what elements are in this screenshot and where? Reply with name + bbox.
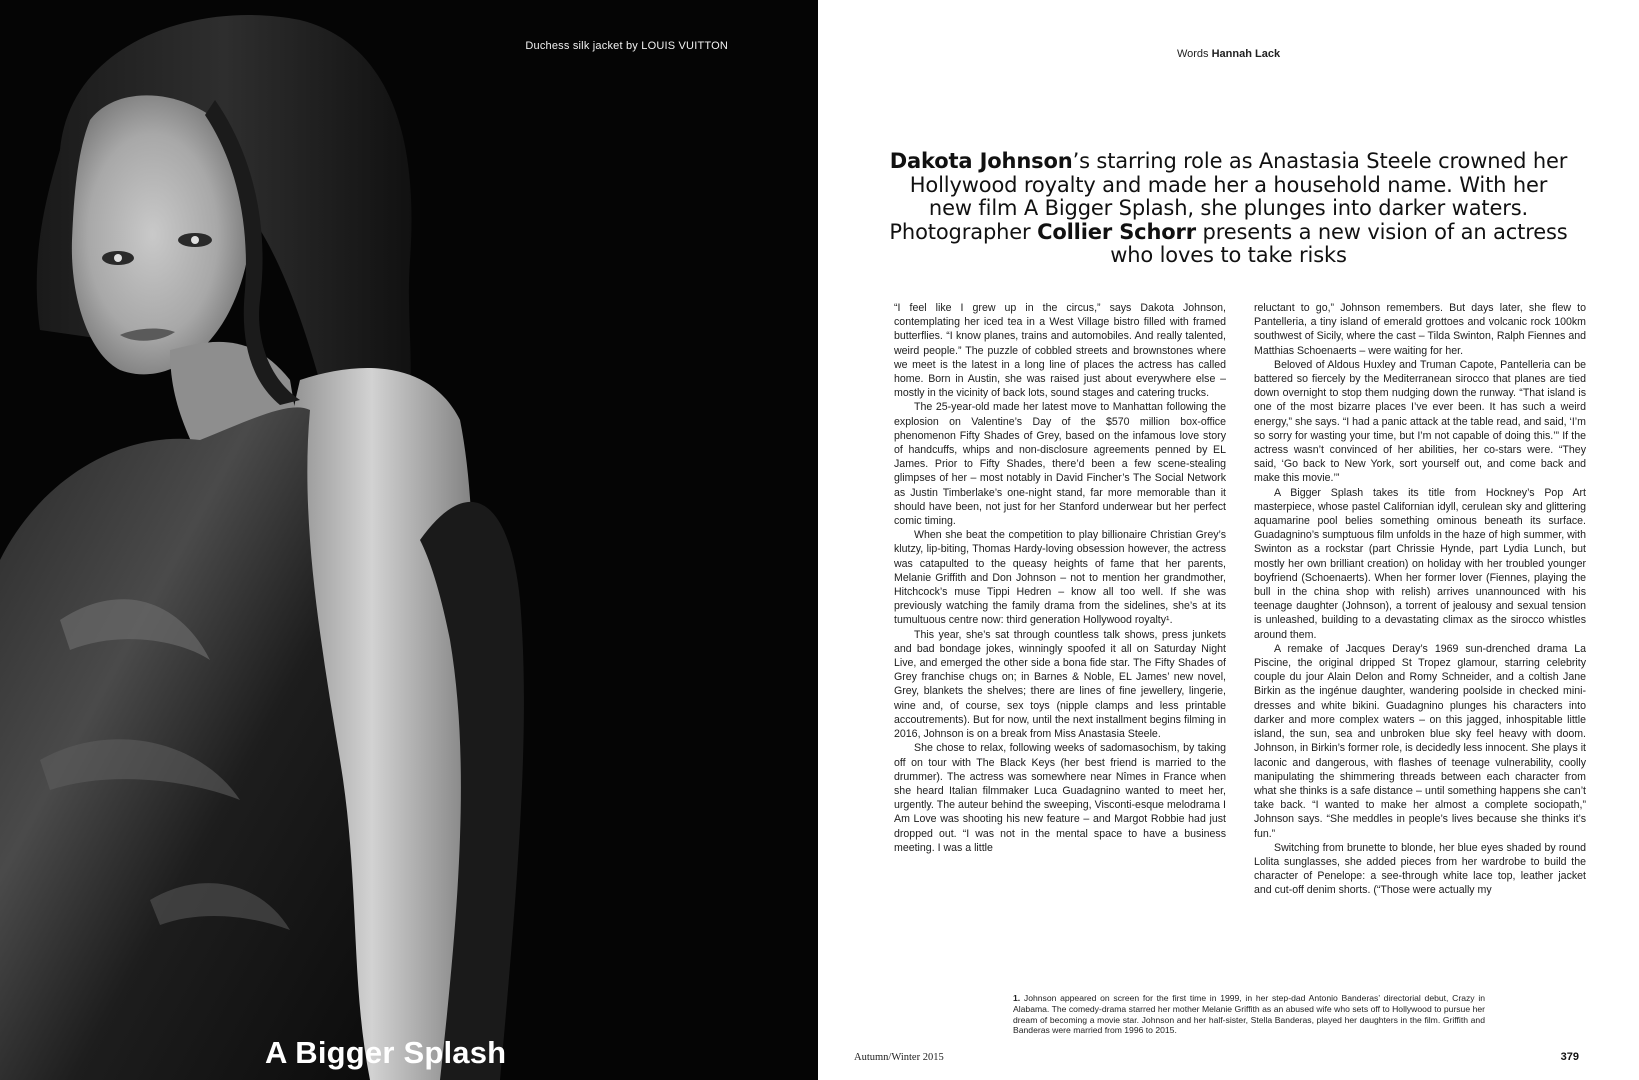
body-column-right [1254,301,1586,898]
portrait-photo [0,0,818,1080]
standfirst-name-2: Collier Schorr [1037,219,1196,244]
byline-author: Hannah Lack [1211,48,1281,60]
footnote-number: 1. [1013,993,1021,1003]
standfirst-text-2: presents a new vision of an actress who loves to take risks [1110,219,1568,267]
paragraph: “I feel like I grew up in the circus,” says Dakota Johnson, contemplating her iced tea in a West Village bistro filled with framed butterflies. “I know planes, trains and automobiles. And really talented, weird people.” The puzzle of cobbled streets and brownstones where we meet is the latest in a long line of places the actress has called home. Born in Austin, she was raised just about everywhere else – mostly in the vicinity of back lots, sound stages and catering trucks. [894,302,1226,400]
page-number: 379 [1560,1051,1579,1063]
issue-label: Autumn/Winter 2015 [854,1052,944,1063]
byline-label: Words [1176,48,1209,60]
paragraph: The 25-year-old made her latest move to Manhattan following the explosion on Valentine’s Day of the $570 million box-office phenomenon Fifty Shades of Grey, based on the infamous love story of handcuffs, whips and non-disclosure agreements penned by EL James. Prior to Fifty Shades, there’d been a few scene-stealing glimpses of her – most notably in David Fincher’s The Social Network as Justin Timberlake’s one-night stand, far more memorable than it should have been, not just for her Stanford underwear but her perfect comic timing. [894,401,1226,528]
paragraph: A remake of Jacques Deray’s 1969 sun-drenched drama La Piscine, the original dripped St Tropez glamour, starring celebrity couple du jour Alain Delon and Romy Schneider, and a coltish Jane Birkin as the ingénue daughter, wandering poolside in checked mini-dresses and white bikini. Guadagnino plunges his characters into darker and more complex waters – on this jagged, inhospitable little island, the sun, sea and unbroken blue sky feel heavy with doom. Johnson, in Birkin’s former role, is decidedly less innocent. She plays it laconic and dangerous, with flashes of teenage vulnerability, coolly manipulating the shimmering threads between each character from what she thinks is a safe distance – until something happens she can’t take back. “I wanted to make her almost a complete sociopath,” Johnson says. “She meddles in people’s lives because she thinks it’s fun.” [1254,642,1586,840]
standfirst [888,150,1569,268]
feature-title: A Bigger Splash [265,1035,507,1070]
body-column-left [894,301,1226,855]
byline [818,48,1639,60]
photo-page [0,0,818,1080]
paragraph: Beloved of Aldous Huxley and Truman Capote, Pantelleria can be battered so fiercely by the Mediterranean sirocco that planes are tied down overnight to stop them nudging down the runway. “That island is one of the most bizarre places I’ve ever been. It has such a weird energy,” she says. “I had a panic attack at the table read, and said, ‘I’m so sorry for wasting your time, but I’m not capable of doing this.’” If the actress wasn’t convinced of her abilities, her co-stars were. “They said, ‘Go back to New York, sort yourself out, and come back and make this movie.’” [1254,358,1586,485]
article-page [818,0,1639,1080]
paragraph: When she beat the competition to play billionaire Christian Grey’s klutzy, lip-biting, Thomas Hardy-loving obsession however, the actress was catapulted to the queasy heights of fame that her parents, Melanie Griffith and Don Johnson – not to mention her grandmother, Hitchcock’s muse Tippi Hedren – know all too well. If she was previously watching the family drama from the sidelines, she’s at its tumultuous centre now: third generation Hollywood royalty¹. [894,529,1226,627]
paragraph: Switching from brunette to blonde, her blue eyes shaded by round Lolita sunglasses, she added pieces from her wardrobe to build the character of Penelope: a see-through white lace top, leather jacket and cut-off denim shorts. (“Those were actually my [1254,841,1586,897]
paragraph: A Bigger Splash takes its title from Hockney’s Pop Art masterpiece, whose pastel Californian idyll, cerulean sky and glittering aquamarine pool belies something ominous beneath its surface. Guadagnino’s sumptuous film unfolds in the haze of high summer, with Swinton as a rockstar (part Chrissie Hynde, part Lydia Lunch, but mostly her own brilliant creation) on holiday with her troubled younger boyfriend (Schoenaerts). When her former lover (Fiennes, playing the bull in the china shop with relish) arrives unannounced with his teenage daughter (Johnson), a torrent of jealousy and sexual tension is unleashed, building to a devastating climax as the sirocco whistles around them. [1254,486,1586,641]
footnote [1013,993,1485,1036]
paragraph: This year, she’s sat through countless talk shows, press junkets and bad bondage jokes, winningly spoofed it all on Saturday Night Live, and emerged the other side a bona fide star. The Fifty Shades of Grey franchise chugs on; in Barnes & Noble, EL James’ new novel, Grey, blankets the shelves; there are lines of fine jewellery, lingerie, wine and, of course, sex toys (nipple clamps and less printable accoutrements). But for now, until the next installment begins filming in 2016, Johnson is on a break from Miss Anastasia Steele. [894,628,1226,741]
paragraph: reluctant to go,” Johnson remembers. But days later, she flew to Pantelleria, a tiny island of emerald grottoes and volcanic rock 100km southwest of Sicily, where the cast – Tilda Swinton, Ralph Fiennes and Matthias Schoenaerts – were waiting for her. [1254,302,1586,357]
standfirst-text-1: ’s starring role as Anastasia Steele crowned her Hollywood royalty and made her a household name. With her new film A Bigger Splash, she plunges into darker waters. Photographer [889,149,1568,244]
photo-credit: Duchess silk jacket by LOUIS VUITTON [525,40,728,52]
footnote-text: Johnson appeared on screen for the first time in 1999, in her step-dad Antonio Banderas’ directorial debut, Crazy in Alabama. The comedy-drama starred her mother Melanie Griffith as an abused wife who sets off to Hollywood to pursue her dream of becoming a movie star. Johnson and her half-sister, Stella Banderas, played her daughters in the film. Griffith and Banderas were married from 1996 to 2015. [1013,993,1486,1036]
standfirst-name-1: Dakota Johnson [889,149,1073,173]
paragraph: She chose to relax, following weeks of sadomasochism, by taking off on tour with The Black Keys (her best friend is married to the drummer). The actress was somewhere near Nîmes in France when she heard Italian filmmaker Luca Guadagnino wanted to meet her, urgently. The auteur behind the sweeping, Visconti-esque melodrama I Am Love was shooting his new feature – and Margot Robbie had just dropped out. “I was not in the mental space to have a business meeting. I was a little [894,742,1226,854]
